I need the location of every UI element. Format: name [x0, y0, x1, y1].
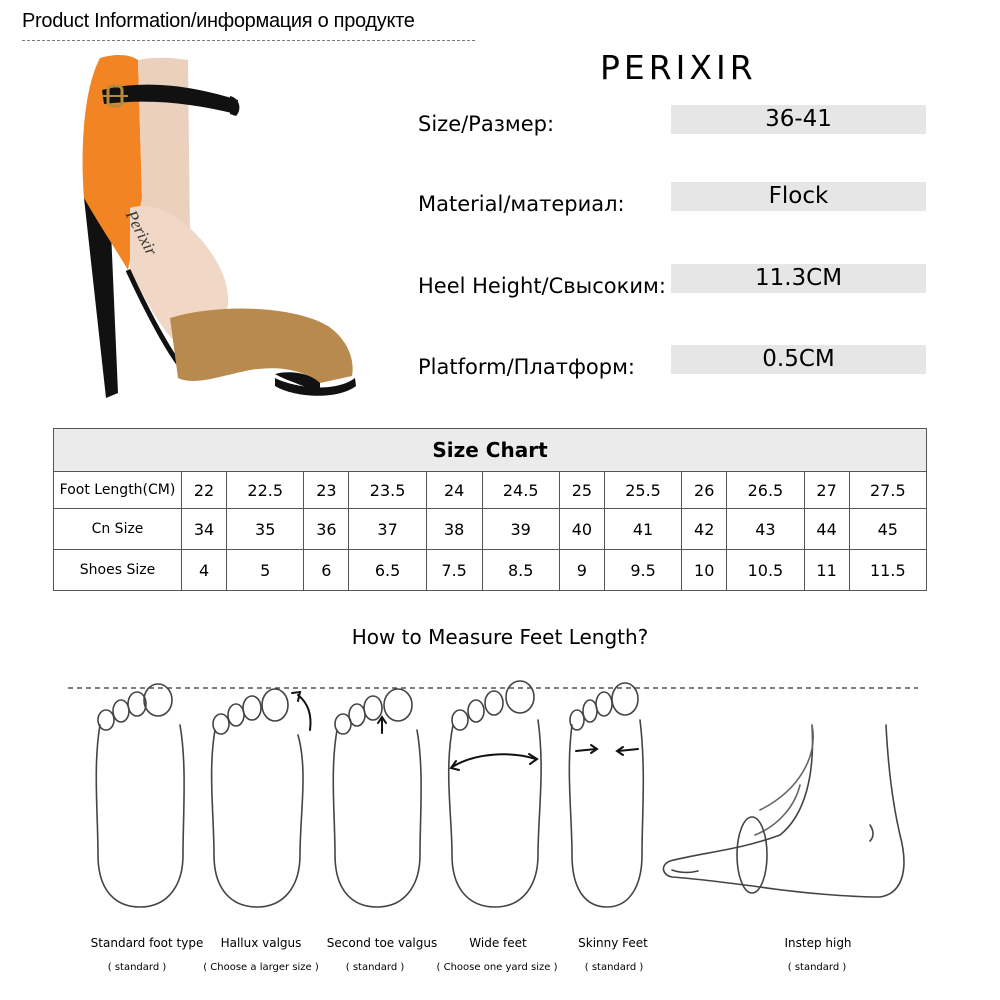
table-cell: 25	[559, 472, 604, 509]
table-cell: 10.5	[727, 550, 804, 591]
product-sandal-image	[70, 48, 390, 408]
table-cell: 44	[804, 509, 849, 550]
foot-type-wide-label: Wide feet	[469, 936, 527, 950]
toe-strap-tan	[170, 309, 353, 383]
foot-type-hallux-valgus-note: ( Choose a larger size )	[203, 962, 319, 973]
second-toe-valgus-foot-icon	[333, 689, 421, 907]
spec-value-platform: 0.5CM	[671, 345, 926, 374]
hallux-valgus-foot-icon	[212, 689, 311, 907]
table-cell: 6.5	[349, 550, 426, 591]
table-cell: 26.5	[727, 472, 804, 509]
table-cell: 43	[727, 509, 804, 550]
spec-label-platform: Platform/Платформ:	[418, 355, 636, 379]
skinny-feet-icon	[569, 683, 643, 907]
foot-type-standard-note: ( standard )	[107, 962, 167, 973]
table-cell: 4	[182, 550, 227, 591]
foot-type-skinny-note: ( standard )	[584, 962, 644, 973]
standard-foot-icon	[96, 684, 184, 907]
foot-type-second-toe-note: ( standard )	[345, 962, 405, 973]
table-cell: 37	[349, 509, 426, 550]
row-label-cn-size: Cn Size	[54, 509, 182, 550]
table-cell: 22.5	[227, 472, 304, 509]
table-cell: 42	[682, 509, 727, 550]
table-cell: 8.5	[482, 550, 559, 591]
spec-value-material: Flock	[671, 182, 926, 211]
brand-name: PERIXIR	[600, 48, 757, 87]
foot-type-second-toe-label: Second toe valgus	[326, 936, 438, 950]
table-row-cn-size	[54, 509, 927, 550]
spec-label-size: Size/Размер:	[418, 112, 555, 136]
table-cell: 34	[182, 509, 227, 550]
foot-type-wide-note: ( Choose one yard size )	[436, 962, 558, 973]
table-cell: 11	[804, 550, 849, 591]
table-cell: 9	[559, 550, 604, 591]
table-cell: 26	[682, 472, 727, 509]
foot-type-instep-high-note: ( standard )	[787, 962, 847, 973]
table-cell: 39	[482, 509, 559, 550]
table-cell: 23.5	[349, 472, 426, 509]
spec-value-size: 36-41	[671, 105, 926, 134]
row-label-foot-length: Foot Length(CM)	[54, 472, 182, 509]
table-cell: 11.5	[849, 550, 926, 591]
row-label-shoes-size: Shoes Size	[54, 550, 182, 591]
table-cell: 9.5	[604, 550, 681, 591]
table-cell: 35	[227, 509, 304, 550]
wide-feet-icon	[449, 681, 541, 907]
header-divider	[22, 40, 475, 41]
measure-guide-title: How to Measure Feet Length?	[351, 625, 649, 649]
table-row-foot-length	[54, 472, 927, 509]
table-cell: 5	[227, 550, 304, 591]
foot-type-instep-high-label: Instep high	[784, 936, 852, 950]
table-row-shoes-size	[54, 550, 927, 591]
table-cell: 24	[426, 472, 482, 509]
table-cell: 7.5	[426, 550, 482, 591]
table-cell: 38	[426, 509, 482, 550]
foot-type-standard-label: Standard foot type	[90, 936, 204, 950]
spec-label-heel-height: Heel Height/Свысоким:	[418, 274, 666, 298]
foot-type-hallux-valgus-label: Hallux valgus	[220, 936, 302, 950]
table-cell: 24.5	[482, 472, 559, 509]
size-chart-title: Size Chart	[54, 429, 927, 472]
insole-brand-logo: Perixir	[121, 207, 162, 259]
table-cell: 10	[682, 550, 727, 591]
table-cell: 36	[304, 509, 349, 550]
table-cell: 22	[182, 472, 227, 509]
table-cell: 41	[604, 509, 681, 550]
table-cell: 27	[804, 472, 849, 509]
spec-value-heel-height: 11.3CM	[671, 264, 926, 293]
table-cell: 45	[849, 509, 926, 550]
size-chart-table	[53, 428, 927, 591]
spec-label-material: Material/материал:	[418, 192, 625, 216]
table-cell: 25.5	[604, 472, 681, 509]
instep-high-foot-icon	[663, 725, 904, 897]
table-cell: 23	[304, 472, 349, 509]
table-cell: 27.5	[849, 472, 926, 509]
page-header-title: Product Information/информация о продукте	[22, 10, 415, 32]
feet-illustrations	[0, 675, 1000, 930]
table-cell: 40	[559, 509, 604, 550]
foot-type-skinny-label: Skinny Feet	[578, 936, 648, 950]
table-cell: 6	[304, 550, 349, 591]
